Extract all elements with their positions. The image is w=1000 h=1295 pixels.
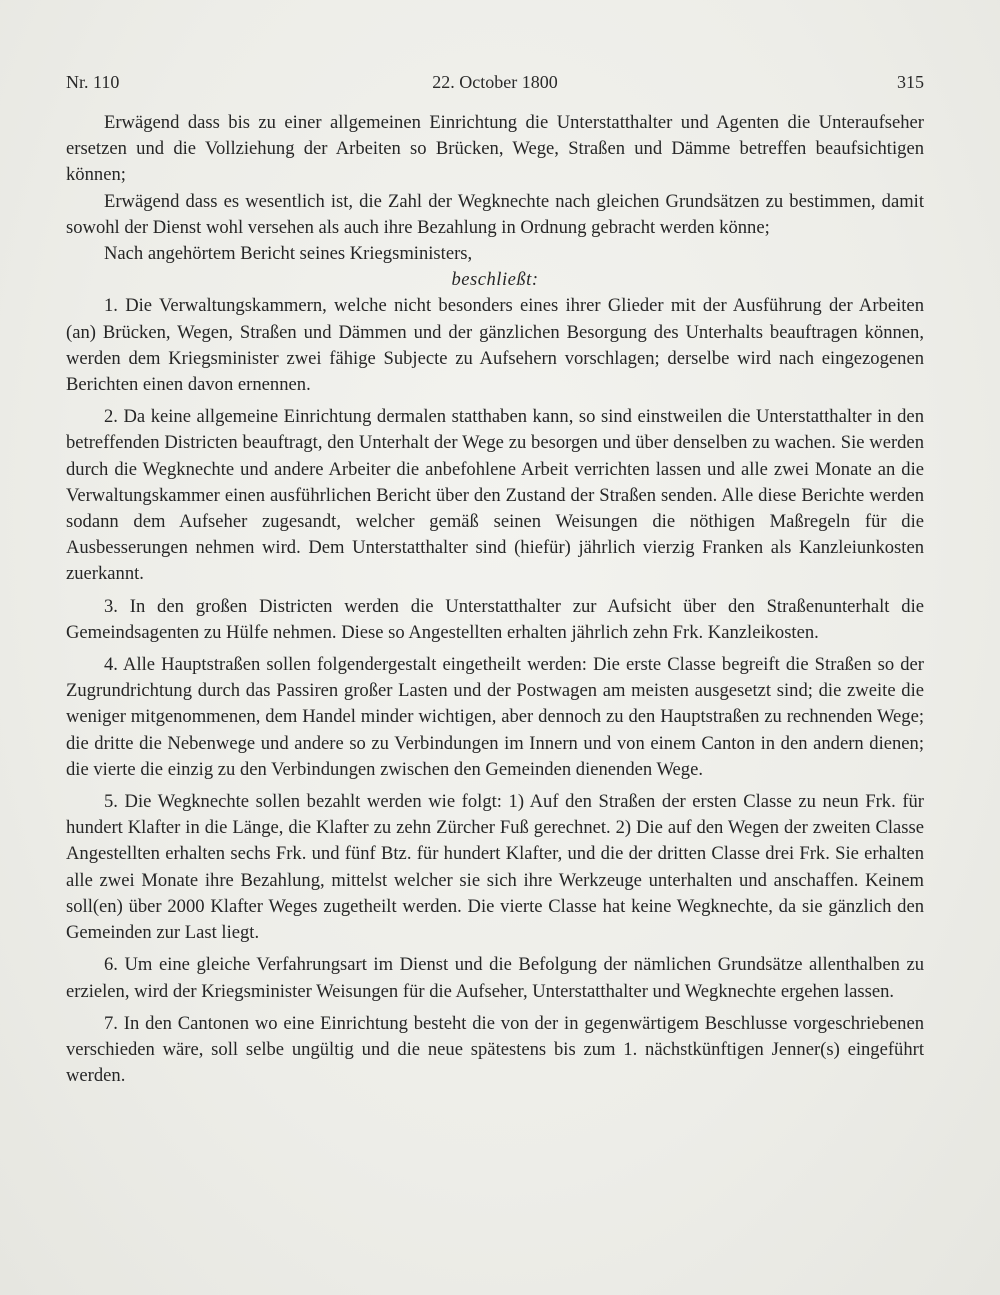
page-header	[66, 72, 924, 98]
paragraph-report: Nach angehörtem Bericht seines Kriegsministers,	[104, 243, 473, 265]
article-6: 6. Um eine gleiche Verfahrungsart im Dienst und die Befolgung der nämlichen Grundsätze allenthalben zu erzielen, wird der Kriegsminister Weisungen für die Aufseher, Unterstatthalter und Wegknechte ergehen lassen.	[66, 954, 924, 1002]
article-7: 7. In den Cantonen wo eine Einrichtung besteht die von der in gegenwärtigem Beschlusse vorgeschriebenen verschieden wäre, soll selbe ungültig und die neue spätestens bis zum 1. nächstkünftigen Jenner(s) eingeführt werden.	[66, 1012, 924, 1087]
article-5: 5. Die Wegknechte sollen bezahlt werden wie folgt: 1) Auf den Straßen der ersten Classe zu neun Frk. für hundert Klafter in die Länge, die Klafter zu zehn Zürcher Fuß gerechnet. 2) Die auf den Wegen der zweiten Classe Angestellten erhalten sechs Frk. und fünf Btz. für hundert Klafter, und die der dritten Classe drei Frk. Sie erhalten alle zwei Monate ihre Bezahlung, mittelst welcher sie sich ihre Werkzeuge unterhalten und anschaffen. Keinem soll(en) über 2000 Klafter Weges zugetheilt werden. Die vierte Classe hat keine Wegknechte, da sie gänzlich den Gemeinden zur Last liegt.	[66, 791, 924, 944]
document-number: Nr. 110	[66, 72, 120, 92]
article-3: 3. In den großen Districten werden die Unterstatthalter zur Aufsicht über den Straßenunterhalt die Gemeindsagenten zu Hülfe nehmen. Diese so Angestellten erhalten jährlich zehn Frk. Kanzleikosten.	[66, 595, 924, 643]
page-number: 315	[897, 72, 924, 92]
paragraph-considering-1: Erwägend dass bis zu einer allgemeinen Einrichtung die Unterstatthalter und Agenten die Unteraufseher ersetzen und die Vollziehung der Arbeiten so Brücken, Wege, Straßen und Dämme betreffen beaufsichtigen können;	[66, 112, 924, 186]
document-body	[66, 110, 924, 1089]
article-2: 2. Da keine allgemeine Einrichtung dermalen statthaben kann, so sind einstweilen die Unterstatthalter in den betreffenden Districten beauftragt, den Unterhalt der Wege zu besorgen und über denselben zu wachen. Sie werden durch die Wegknechte und andere Arbeiter die anbefohlene Arbeit verrichten lassen und alle zwei Monate an die Verwaltungskammer einen ausführlichen Bericht über den Zustand der Straßen senden. Alle diese Berichte werden sodann dem Aufseher zugesandt, welcher gemäß seinen Weisungen die nöthigen Maßregeln für die Ausbesserungen nehmen wird. Dem Unterstatthalter sind (hiefür) jährlich vierzig Franken als Kanzleiunkosten zuerkannt.	[66, 406, 924, 585]
article-1: 1. Die Verwaltungskammern, welche nicht besonders eines ihrer Glieder mit der Ausführung der Arbeiten (an) Brücken, Wegen, Straßen und Dämmen und der gänzlichen Besorgung des Unterhalts beauftragen können, werden dem Kriegsminister zwei fähige Subjecte zu Aufsehern vorschlagen; derselbe wird nach eingezogenen Berichten einen davon ernennen.	[66, 295, 924, 396]
resolution-heading: beschließt:	[451, 269, 539, 291]
paragraph-considering-2: Erwägend dass es wesentlich ist, die Zahl der Wegknechte nach gleichen Grundsätzen zu bestimmen, damit sowohl der Dienst wohl versehen als auch ihre Bezahlung in Ordnung gebracht werden könne;	[66, 190, 924, 238]
document-date: 22. October 1800	[432, 72, 558, 92]
article-4: 4. Alle Hauptstraßen sollen folgendergestalt eingetheilt werden: Die erste Classe begreift die Straßen so der Zugrundrichtung durch das Passiren großer Lasten und der Postwagen am meisten ausgesetzt sind; die zweite die weniger mitgenommenen, dem Handel minder wichtigen, aber dennoch zu den Hauptstraßen zu rechnenden Wege; die dritte die Nebenwege und andere so zu Verbindungen im Innern und von einem Canton in den andern dienen; die vierte die einzig zu den Verbindungen zwischen den Gemeinden dienenden Wege.	[66, 654, 924, 780]
